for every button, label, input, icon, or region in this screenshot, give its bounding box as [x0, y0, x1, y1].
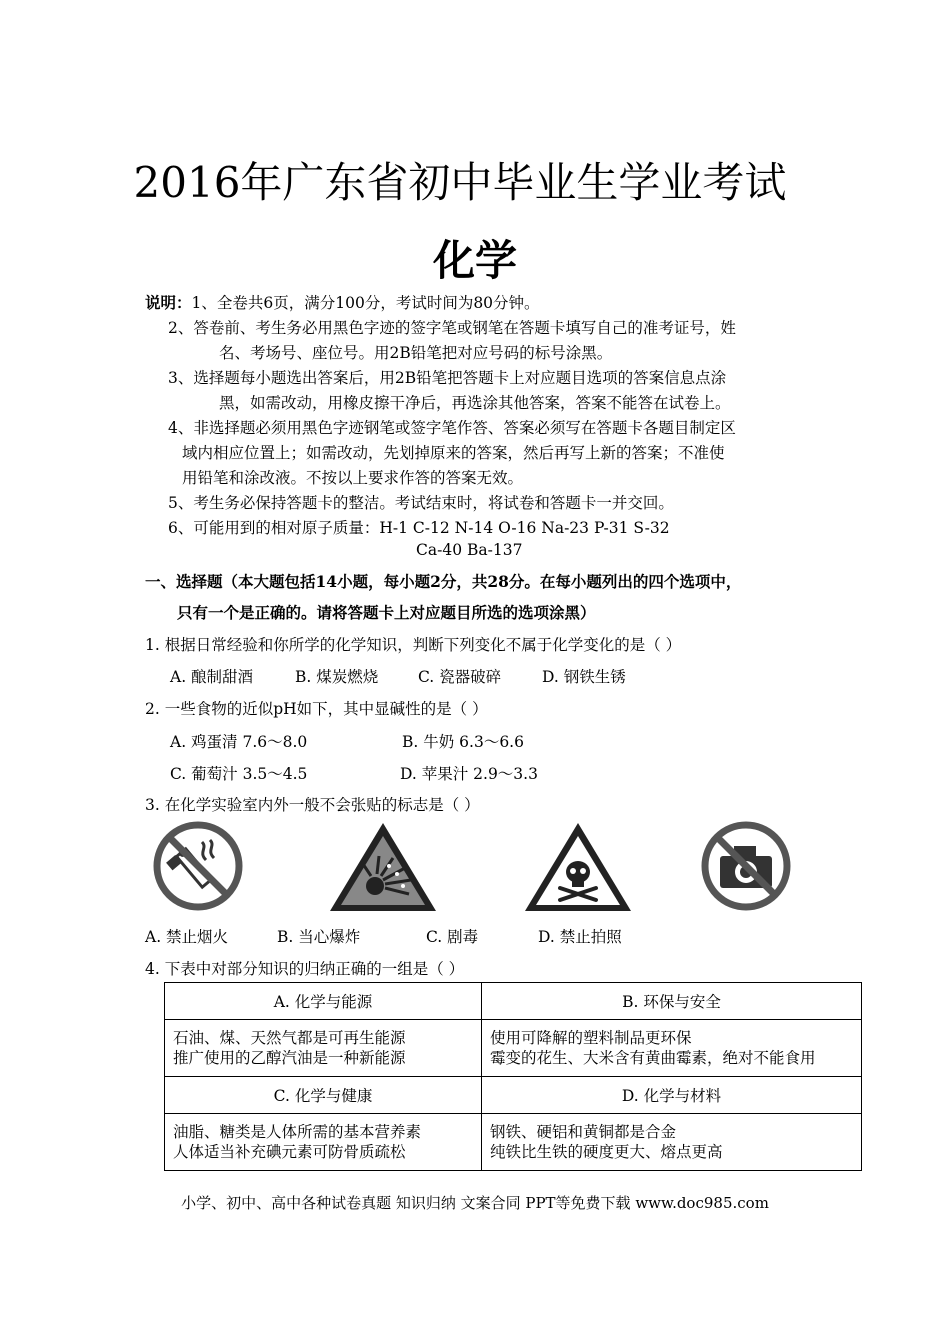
table-cell-b: 使用可降解的塑料制品更环保 霉变的花生、大米含有黄曲霉素，绝对不能食用 — [482, 1020, 862, 1077]
q2-stem: 2. 一些食物的近似pH如下，其中显碱性的是（ ） — [145, 700, 488, 718]
page-footer: 小学、初中、高中各种试卷真题 知识归纳 文案合同 PPT等免费下载 www.doc985.com — [181, 1194, 769, 1212]
instructions-line-10: 6、可能用到的相对原子质量：H-1 C-12 N-14 O-16 Na-23 P-31 S-32 — [168, 519, 670, 537]
q1-option-d: D. 钢铁生锈 — [542, 668, 626, 686]
table-head-a: A. 化学与能源 — [165, 983, 482, 1020]
q2-option-b: B. 牛奶 6.3～6.6 — [402, 733, 524, 751]
instructions-label: 说明： — [145, 293, 192, 312]
instructions-line-5: 黑，如需改动，用橡皮擦干净后，再选涂其他答案，答案不能答在试卷上。 — [219, 394, 731, 412]
instructions-line-4: 3、选择题每小题选出答案后，用2B铅笔把答题卡上对应题目选项的答案信息点涂 — [168, 369, 727, 387]
table-cell-c: 油脂、糖类是人体所需的基本营养素 人体适当补充碘元素可防骨质疏松 — [165, 1114, 482, 1171]
table-row — [165, 1114, 862, 1171]
q1-option-a: A. 酿制甜酒 — [170, 668, 254, 686]
instructions-line-9: 5、考生务必保持答题卡的整洁。考试结束时，将试卷和答题卡一并交回。 — [168, 494, 674, 512]
explosive-warning-icon — [327, 820, 439, 914]
table-head-b: B. 环保与安全 — [482, 983, 862, 1020]
instructions-line-8: 用铅笔和涂改液。不按以上要求作答的答案无效。 — [182, 469, 524, 487]
instructions-line-7: 域内相应位置上；如需改动，先划掉原来的答案，然后再写上新的答案；不准使 — [182, 444, 725, 462]
subject-title: 化学 — [432, 236, 517, 285]
instructions-line-6: 4、非选择题必须用黑色字迹钢笔或签字笔作答、答案必须写在答题卡各题目制定区 — [168, 419, 736, 437]
no-smoking-icon — [150, 820, 246, 912]
q4-stem: 4. 下表中对部分知识的归纳正确的一组是（ ） — [145, 960, 465, 978]
table-row — [165, 1020, 862, 1077]
exam-title: 2016年广东省初中毕业生学业考试 — [133, 158, 787, 207]
q1-option-b: B. 煤炭燃烧 — [295, 668, 379, 686]
q3-stem: 3. 在化学实验室内外一般不会张贴的标志是（ ） — [145, 796, 480, 814]
instructions-line-2: 2、答卷前、考生务必用黑色字迹的签字笔或钢笔在答题卡填写自己的准考证号，姓 — [168, 319, 736, 337]
table-cell-a: 石油、煤、天然气都是可再生能源 推广使用的乙醇汽油是一种新能源 — [165, 1020, 482, 1077]
table-head-d: D. 化学与材料 — [482, 1077, 862, 1114]
no-camera-icon — [698, 820, 794, 912]
q3-option-c: C. 剧毒 — [426, 928, 479, 946]
q2-option-c: C. 葡萄汁 3.5～4.5 — [170, 765, 308, 783]
table-cell-d: 钢铁、硬铝和黄铜都是合金 纯铁比生铁的硬度更大、熔点更高 — [482, 1114, 862, 1171]
knowledge-table — [164, 982, 862, 1171]
q3-option-a: A. 禁止烟火 — [145, 928, 229, 946]
q3-option-d: D. 禁止拍照 — [538, 928, 622, 946]
instructions-line-3: 名、考场号、座位号。用2B铅笔把对应号码的标号涂黑。 — [219, 344, 613, 362]
table-row — [165, 983, 862, 1020]
section-header-line-1: 一、选择题（本大题包括14小题，每小题2分，共28分。在每小题列出的四个选项中， — [145, 572, 742, 591]
q2-option-a: A. 鸡蛋清 7.6～8.0 — [170, 733, 308, 751]
q1-option-c: C. 瓷器破碎 — [418, 668, 502, 686]
table-head-c: C. 化学与健康 — [165, 1077, 482, 1114]
table-row — [165, 1077, 862, 1114]
toxic-warning-icon — [522, 820, 634, 914]
instructions-line-1: 说明：1、全卷共6页，满分100分，考试时间为80分钟。 — [145, 293, 540, 312]
q1-stem: 1. 根据日常经验和你所学的化学知识，判断下列变化不属于化学变化的是（ ） — [145, 636, 682, 654]
q2-option-d: D. 苹果汁 2.9～3.3 — [400, 765, 538, 783]
section-header-line-2: 只有一个是正确的。请将答题卡上对应题目所选的选项涂黑） — [177, 603, 596, 622]
q3-option-b: B. 当心爆炸 — [277, 928, 361, 946]
instructions-line-11: Ca-40 Ba-137 — [416, 541, 523, 559]
